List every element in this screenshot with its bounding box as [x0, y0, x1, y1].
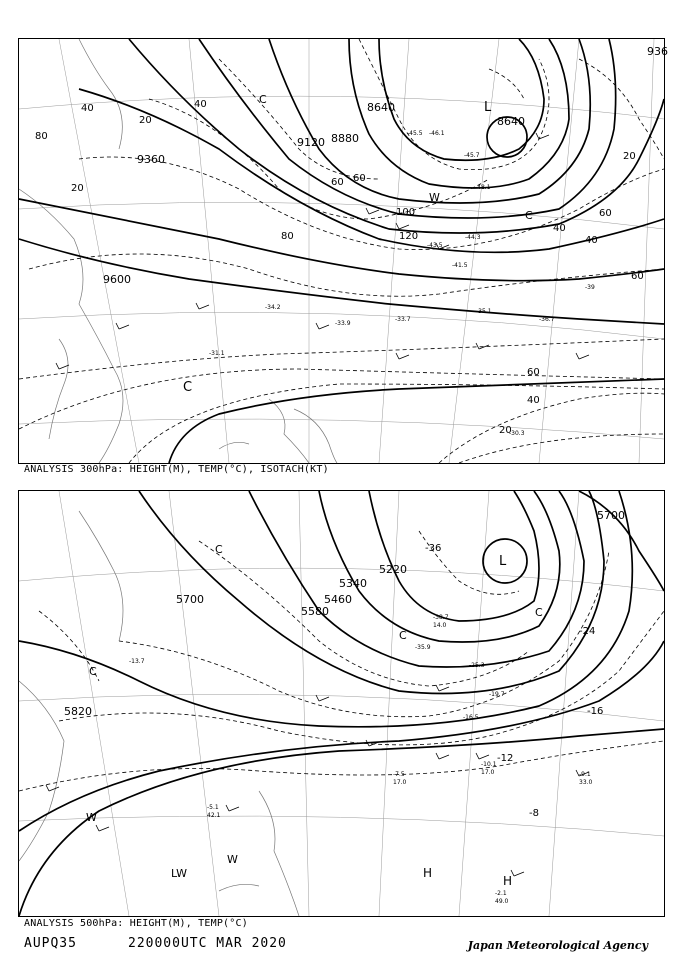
temp-label: -31.1	[209, 350, 225, 357]
warm-symbol: W	[86, 811, 97, 824]
cold-symbol: C	[215, 543, 223, 556]
temp-label: -41.5	[452, 262, 468, 269]
isotach-label: 20	[139, 115, 152, 126]
cold-symbol: C	[535, 606, 543, 619]
isotach-label: 60	[331, 177, 344, 188]
height-label: 9120	[297, 136, 325, 149]
station-value: -7.5	[393, 771, 405, 778]
height-label: 8640	[367, 101, 395, 114]
station-value: 42.1	[207, 812, 221, 819]
isotach-lines	[19, 39, 664, 463]
station-value: -35.9	[415, 644, 431, 651]
isotach-label: 80	[35, 131, 48, 142]
station-value: -2.1	[495, 890, 507, 897]
temp-label: -16	[587, 706, 604, 717]
isotach-label: 40	[194, 99, 207, 110]
map-300hpa	[19, 39, 668, 463]
height-label: 5820	[64, 705, 92, 718]
map-panel-500hpa	[18, 490, 665, 917]
height-label: 5580	[301, 605, 329, 618]
cold-symbol: C	[259, 93, 267, 106]
station-value: -10.1	[481, 761, 497, 768]
temp-label: -43.5	[427, 242, 443, 249]
station-value: -16.5	[463, 714, 479, 721]
height-label: 9360	[137, 153, 165, 166]
valid-time: 220000UTC MAR 2020	[128, 936, 287, 951]
isotach-label: 80	[281, 231, 294, 242]
temp-label: -30.3	[509, 430, 525, 437]
isotach-label: 40	[527, 395, 540, 406]
station-value: 14.0	[433, 622, 447, 629]
high-center-symbol: H	[423, 866, 433, 880]
station-value: 17.0	[393, 779, 407, 786]
height-label: 936	[647, 45, 668, 58]
temp-label: -36	[425, 543, 442, 554]
station-value: -9.1	[579, 771, 591, 778]
isotach-label: 60	[527, 367, 540, 378]
height-label: 5460	[324, 593, 352, 606]
chart-code: AUPQ35	[24, 936, 77, 951]
graticule	[19, 491, 664, 916]
agency-name: Japan Meteorological Agency	[467, 939, 648, 952]
warm-symbol: W	[429, 191, 440, 204]
isotach-label: 20	[71, 183, 84, 194]
station-value: 33.0	[579, 779, 593, 786]
temp-label: -46.1	[429, 130, 445, 137]
low-center-symbol: L	[484, 100, 492, 115]
station-value: -13.7	[129, 658, 145, 665]
station-value: -19.7	[489, 691, 505, 698]
height-label: 5700	[597, 509, 625, 522]
wind-barbs	[56, 133, 589, 369]
temp-label: -33.9	[335, 320, 351, 327]
station-value: -25.3	[469, 662, 485, 669]
height-label: 8640	[497, 115, 525, 128]
temp-label: -12	[497, 753, 514, 764]
temperature-labels	[425, 543, 603, 819]
height-label: 8880	[331, 132, 359, 145]
temp-label: -33.7	[395, 316, 411, 323]
graticule	[19, 39, 664, 463]
isotach-label: 60	[631, 271, 644, 282]
station-value: -5.1	[207, 804, 219, 811]
map-panel-300hpa	[18, 38, 668, 464]
height-contours	[19, 39, 664, 463]
station-value: 17.0	[481, 769, 495, 776]
panel-caption-500hpa: ANALYSIS 500hPa: HEIGHT(M), TEMP(°C)	[24, 918, 248, 929]
height-contours	[19, 491, 664, 916]
cold-symbol: C	[89, 665, 97, 678]
height-label: 5700	[176, 593, 204, 606]
temp-label: -24	[579, 626, 596, 637]
temp-label: -45.7	[464, 152, 480, 159]
isotach-label: 40	[585, 235, 598, 246]
warm-symbol: W	[227, 853, 238, 866]
station-value: -38.7	[433, 614, 449, 621]
height-label: 5220	[379, 563, 407, 576]
cold-symbol: C	[399, 629, 407, 642]
temp-label: -8	[529, 808, 539, 819]
temp-label: -34.2	[265, 304, 281, 311]
isotach-label: 120	[399, 231, 419, 242]
isotach-label: 100	[396, 207, 416, 218]
cold-symbol: C	[183, 380, 193, 395]
temp-label: -44.3	[465, 234, 481, 241]
height-label: 9600	[103, 273, 131, 286]
temp-label: -45.5	[407, 130, 423, 137]
isotach-label: 40	[81, 103, 94, 114]
isotach-label: 60	[353, 173, 366, 184]
height-label: 5340	[339, 577, 367, 590]
isotach-label: 60	[599, 208, 612, 219]
high-center-symbol: H	[503, 874, 513, 888]
station-value: 49.0	[495, 898, 509, 905]
height-labels	[103, 45, 668, 286]
cold-symbol: C	[525, 209, 533, 222]
isotach-label: 40	[553, 223, 566, 234]
temp-label: -35.1	[476, 308, 492, 315]
temp-label: -36.7	[539, 316, 555, 323]
panel-caption-300hpa: ANALYSIS 300hPa: HEIGHT(M), TEMP(°C), ISOTACH(KT)	[24, 464, 329, 475]
low-warm-symbol: LW	[171, 867, 187, 880]
isotach-label: 20	[623, 151, 636, 162]
temp-label: -39	[585, 284, 595, 291]
isotach-label: 20	[499, 425, 512, 436]
temp-label: -48.1	[475, 184, 491, 191]
map-500hpa	[19, 491, 664, 916]
low-center-symbol: L	[499, 554, 507, 569]
